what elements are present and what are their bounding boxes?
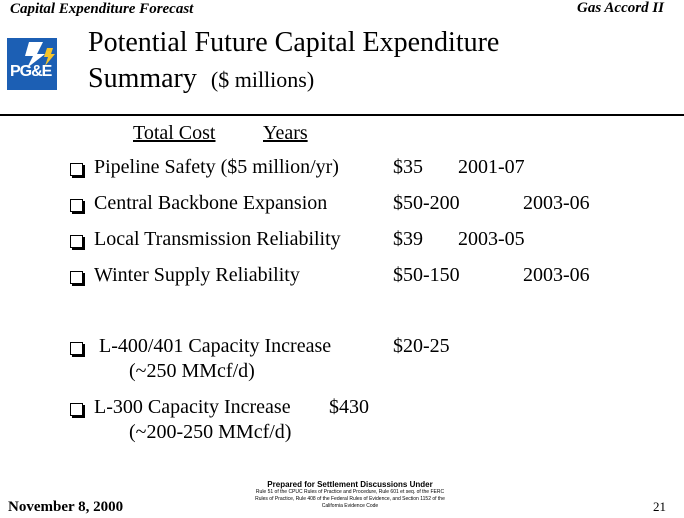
title-unit: ($ millions)	[210, 67, 315, 92]
column-header-total-cost: Total Cost	[133, 122, 216, 144]
footer-disclaimer-legal: Rule 51 of the CPUC Rules of Practice and Procedure, Rule 601 et seq. of the FERC Rules of Practice, Rule 408 of the Federal Rules of Evidence, and Section 1152 of the California Evidence Code	[255, 489, 445, 509]
item-name-l300-capacity: L-300 Capacity Increase	[94, 396, 291, 418]
pge-logo	[7, 38, 57, 90]
item-name-winter-supply: Winter Supply Reliability	[94, 264, 300, 286]
footer-disclaimer	[250, 480, 450, 510]
item-cost-winter-supply: $50-150	[393, 264, 460, 286]
item-sub-l400-capacity: (~250 MMcf/d)	[129, 360, 255, 382]
item-name-pipeline-safety: Pipeline Safety ($5 million/yr)	[94, 156, 339, 178]
bullet-icon	[70, 163, 83, 176]
item-cost-pipeline-safety: $35	[393, 156, 423, 178]
item-cost-l300-capacity: $430	[329, 396, 369, 418]
title-line-2	[88, 61, 499, 98]
item-name-local-transmission: Local Transmission Reliability	[94, 228, 341, 250]
footer-date: November 8, 2000	[8, 499, 124, 515]
header-right-title: Gas Accord II	[577, 0, 664, 16]
item-name-central-backbone: Central Backbone Expansion	[94, 192, 328, 214]
title-summary: Summary	[88, 63, 197, 94]
item-name-l400-capacity: L-400/401 Capacity Increase	[94, 335, 332, 357]
bullet-icon	[70, 271, 83, 284]
logo-text: PG&E	[10, 63, 52, 80]
footer-disclaimer-title: Prepared for Settlement Discussions Under	[267, 480, 433, 489]
header-left-title: Capital Expenditure Forecast	[10, 1, 194, 17]
item-sub-l300-capacity: (~200-250 MMcf/d)	[129, 421, 292, 443]
bullet-icon	[70, 342, 83, 355]
item-years-local-transmission: 2003-05	[458, 228, 525, 250]
header-divider	[0, 114, 684, 116]
column-header-years: Years	[263, 122, 308, 144]
item-years-winter-supply: 2003-06	[523, 264, 590, 286]
bullet-icon	[70, 199, 83, 212]
item-cost-central-backbone: $50-200	[393, 192, 460, 214]
bullet-icon	[70, 235, 83, 248]
item-years-central-backbone: 2003-06	[523, 192, 590, 214]
item-years-pipeline-safety: 2001-07	[458, 156, 525, 178]
title-line-1: Potential Future Capital Expenditure	[88, 27, 500, 58]
page-title	[88, 25, 499, 98]
item-cost-local-transmission: $39	[393, 228, 423, 250]
item-cost-l400-capacity: $20-25	[393, 335, 450, 357]
page-number: 21	[653, 499, 666, 514]
bullet-icon	[70, 403, 83, 416]
